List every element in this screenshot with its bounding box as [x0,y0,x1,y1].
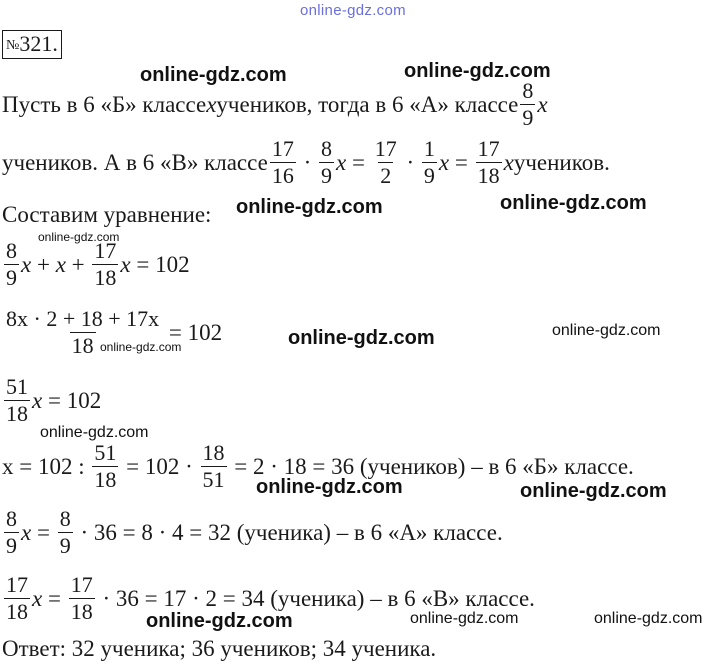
frac-18-51 [201,442,227,491]
frac-8-9 [4,508,19,557]
watermark: online-gdz.com [38,230,120,244]
denominator: 18 [94,265,117,290]
equation-5: $\frac{8}{9}$ x = $\frac{8}{9}$ · 36 = 8 · 4 = 32 (ученика) – в 6 «А» классе. [6,506,503,558]
denominator: 9 [59,533,71,558]
denominator: 9 [522,105,534,130]
watermark: online-gdz.com [236,196,383,218]
equals-102: = 102 [47,387,102,413]
denominator: 2 [380,163,392,188]
frac-8-9 [319,138,334,187]
equals-102: = 102 [168,319,223,345]
watermark: online-gdz.com [40,424,149,441]
denominator: 51 [202,467,225,492]
answer: Ответ: 32 ученика; 36 учеников; 34 ученика. [2,636,437,661]
numerator: 17 [477,136,500,161]
watermark: online-gdz.com [552,322,661,339]
var-x: x [537,91,548,117]
x-eq-102: x = 102 : [2,453,85,479]
eq-102-dot: = 102 · [126,453,193,479]
denominator: 18 [6,599,28,624]
frac-8-9 [4,240,19,289]
watermark: online-gdz.com [594,610,703,627]
denominator: 18 [94,467,117,492]
denominator: 18 [477,163,500,188]
numerator: 51 [94,440,117,465]
numerator: 17 [374,136,397,161]
numerator: 17 [94,238,117,263]
numerator: 8 [522,78,534,103]
frac-17-16 [270,138,296,187]
result-32: · 36 = 8 · 4 = 32 (ученика) – в 6 «А» классе. [80,519,503,545]
numerator: 17 [70,572,93,597]
line2-text: учеников. А в 6 «В» классе [2,149,268,175]
watermark: online-gdz.com [288,327,435,349]
frac-17-18 [4,574,30,623]
denominator: 18 [71,333,94,358]
frac-51-18 [4,376,30,425]
result-34: · 36 = 17 · 2 = 34 (ученика) – в 6 «В» классе. [102,585,535,611]
numerator: 51 [6,374,28,399]
watermark: online-gdz.com [404,60,551,82]
frac-1-9 [422,138,437,187]
result-36: = 2 · 18 = 36 (учеников) – в 6 «Б» классе. [234,453,634,479]
line-1 [2,80,548,129]
watermark: online-gdz.com [500,192,647,214]
denominator: 9 [6,533,17,558]
numerator: 18 [202,440,225,465]
watermark: online-gdz.com [146,610,293,632]
line1-text-a: Пусть в 6 «Б» классе [2,91,207,117]
equation-3: $\frac{51}{18}$ x = 102 [6,374,102,426]
watermark: online-gdz.com [410,610,519,627]
line1-var-x: x [206,91,217,117]
frac-8-9 [58,508,73,557]
denominator: 18 [6,401,28,426]
equals-102: = 102 [136,251,190,277]
compose-equation: Составим уравнение: [2,202,212,227]
number-sign: № [6,38,20,53]
frac-17-18 [92,240,118,289]
watermark: online-gdz.com [520,480,667,502]
problem-number-value: 321. [19,31,58,56]
numerator: 8x · 2 + 18 + 17x [6,306,160,331]
numerator: 17 [6,572,28,597]
equation-6: $\frac{17}{18}$ x = $\frac{17}{18}$ · 36 = 17 · 2 = 34 (ученика) – в 6 «В» классе. [6,572,535,624]
frac-8-9 [520,80,535,129]
frac-17-2 [373,138,399,187]
frac-17-18 [69,574,95,623]
denominator: 16 [271,163,294,188]
line-2: учеников. А в 6 «В» классе $\frac{17}{16}$ · $\frac{8}{9}$ x = $\frac{17}{2}$ · $\frac{1}{9}$ x = $\frac{17}{18}$ x учеников. [2,136,610,188]
problem-number [2,30,62,59]
numerator: 1 [423,136,435,161]
denominator: 9 [6,265,17,290]
denominator: 9 [321,163,333,188]
line1-text-b: учеников, тогда в 6 «А» классе [216,91,519,117]
frac-17-18 [476,138,502,187]
line2-end: учеников. [513,149,610,175]
watermark-top: online-gdz.com [300,2,406,19]
frac-51-18 [92,442,118,491]
watermark: online-gdz.com [140,64,287,86]
denominator: 18 [70,599,93,624]
numerator: 17 [271,136,294,161]
watermark: online-gdz.com [256,476,403,498]
watermark: online-gdz.com [100,340,182,354]
numerator: 8 [321,136,333,161]
numerator: 8 [59,506,71,531]
denominator: 9 [423,163,435,188]
numerator: 8 [6,506,17,531]
numerator: 8 [6,238,17,263]
equation-1: $\frac{8}{9}$ x + x + $\frac{17}{18}$ x = 102 [6,238,190,290]
